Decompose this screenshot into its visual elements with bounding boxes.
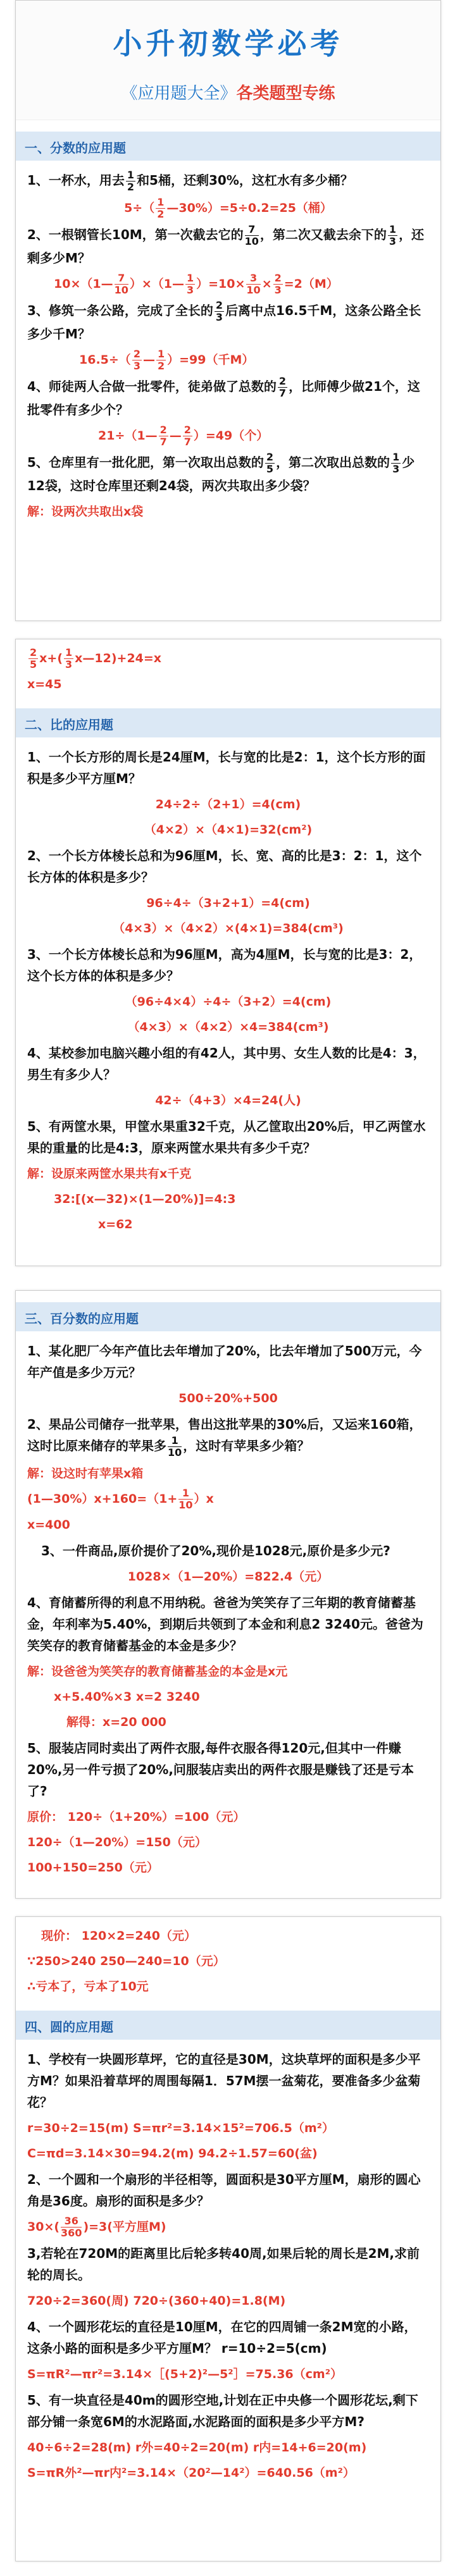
answer-5a: 40÷6÷2=28(m) r外=40÷2=20(m) r内=14+6=20(m): [27, 2441, 367, 2455]
question-5: 5、仓库里有一批化肥，第一次取出总数的 $\frac{2}{5}$ ，第二次取出总数的 $\frac{1}{3}$ 少12袋，这时仓库里还剩24袋，两次共取出多少袋？: [27, 451, 415, 493]
solution-note-2: 解：设这时有苹果x箱: [27, 1467, 144, 1481]
answer-3: 1028×（1—20%）=822.4（元）: [127, 1570, 329, 1584]
solution-note-5: 解：设两次共取出x袋: [27, 505, 144, 519]
answer-5a: 32:[(x—32)×(1—20%)]=4:3: [54, 1192, 236, 1206]
card-circle: [15, 1916, 441, 2561]
answer-1: 5÷（ $\frac{1}{2}$ —30%）=5÷0.2=25（桶）: [124, 196, 332, 220]
page-title: 小升初数学必考: [113, 27, 344, 61]
solution-note-4: 解：设爸爸为笑笑存的教育储蓄基金的本金是x元: [27, 1665, 288, 1679]
question-5: 5、有一块直径是40m的圆形空地,计划在正中央修一个圆形花坛,剩下部分铺一条宽6M的水泥路面,水泥路面的面积是多少平方M?: [27, 2393, 418, 2429]
answer-5b: S=πR外²—πr内²=3.14×（20²—14²）=640.56（m²）: [27, 2466, 355, 2480]
page-subtitle: [16, 80, 440, 104]
section-heading-fractions: 一、分数的应用题: [16, 132, 440, 161]
answer-5a: 原价： 120÷（1+20%）=100（元）: [27, 1810, 246, 1824]
question-2: 2、一个长方体棱长总和为96厘M，长、宽、高的比是3：2：1，这个长方体的体积是多少？: [27, 848, 422, 885]
section-heading-percent: 三、百分数的应用题: [16, 1302, 440, 1331]
question-5: 5、服装店同时卖出了两件衣服,每件衣服各得120元,但其中一件赚20%,另一件亏损了20%,问服装店卖出的两件衣服是赚钱了还是亏本了?: [27, 1741, 414, 1799]
answer-3: 720÷2=360(周) 720÷(360+40)=1.8(M): [27, 2294, 286, 2308]
question-3: 3,若轮在720M的距离里比后轮多转40周,如果后轮的周长是2M,求前轮的周长。: [27, 2246, 420, 2283]
question-4: 4、育储蓄所得的利息不用纳税。爸爸为笑笑存了三年期的教育储蓄基金，年利率为5.40%，到期后共领到了本金和利息2 3240元。爸爸为笑笑存的教育储蓄基金的本金是多少？: [27, 1595, 423, 1653]
answer-5c: 100+150=250（元）: [27, 1861, 159, 1875]
price-line-1: 现价： 120×2=240（元）: [41, 1929, 196, 1943]
card-ratio: [15, 639, 441, 1266]
question-2: 2、果品公司储存一批苹果，售出这批苹果的30%后，又运来160箱，这时比原来储存的苹果多 $\frac{1}{10}$ ，这时有苹果多少箱？: [27, 1417, 422, 1458]
answer-1b: C=πd=3.14×30=94.2(m) 94.2÷1.57=60(盆): [27, 2147, 318, 2160]
question-3: 3、修筑一条公路，完成了全长的 $\frac{2}{3}$ 后离中点16.5千M，这条公路全长多少千M？: [27, 299, 421, 342]
answer-2c: x=400: [27, 1518, 70, 1532]
question-4: 4、某校参加电脑兴趣小组的有42人，其中男、女生人数的比是4：3，男生有多少人？: [27, 1045, 426, 1082]
price-line-2: ∵250>240 250—240=10（元）: [27, 1954, 225, 1968]
answer-1: 500÷20%+500: [178, 1391, 278, 1405]
answer-2: 30×( $\frac{36}{360}$ )=3(平方厘M): [27, 2215, 166, 2239]
question-1: 1、一杯水，用去 $\frac{1}{2}$ 和5桶，还剩30%，这杠水有多少桶？: [27, 169, 353, 193]
equation-continued: $\frac{2}{5}$ x+( $\frac{1}{3}$ x—12)+24=x: [30, 646, 162, 670]
section-heading-ratio: 二、比的应用题: [16, 708, 440, 737]
question-1: 1、某化肥厂今年产值比去年增加了20%，比去年增加了500万元，今年产值是多少万元？: [27, 1343, 422, 1380]
answer-5b: x=62: [98, 1217, 133, 1231]
card-fractions: [15, 0, 441, 621]
question-1: 1、学校有一块圆形草坪，它的直径是30M，这块草坪的面积是多少平方M？如果沿着草坪的周围每隔1．57M摆一盆菊花，要准备多少盆菊花？: [27, 2052, 421, 2110]
question-2: 2、一根钢管长10M，第一次截去它的 $\frac{7}{10}$ ，第二次又截去余下的 $\frac{1}{3}$ ，还剩多少M？: [27, 223, 425, 266]
question-5: 5、有两筐水果，甲筐水果重32千克，从乙筐取出20%后，甲乙两筐水果的重量的比是4:3，原来两筐水果共有多少千克？: [27, 1119, 426, 1156]
solution-note-5: 解：设原来两筐水果共有x千克: [27, 1167, 192, 1181]
question-4: 4、一个圆形花坛的直径是10厘M，在它的四周铺一条2M宽的小路，这条小路的面积是多少平方厘M？ r=10÷2=5(cm): [27, 2319, 417, 2356]
card-percent: [15, 1290, 441, 1899]
question-4: 4、师徒两人合做一批零件，徒弟做了总数的 $\frac{2}{7}$ ，比师傅少做21个，这批零件有多少个？: [27, 375, 420, 417]
price-line-3: ∴亏本了，亏本了10元: [27, 1980, 149, 1994]
answer-5b: 120÷（1—20%）=150（元）: [27, 1835, 207, 1849]
answer-3: 16.5÷（ $\frac{2}{3}$ — $\frac{1}{2}$ ）=99（千M）: [79, 348, 254, 372]
answer-4: 21÷（1— $\frac{2}{7}$ — $\frac{2}{7}$ ）=49（个）: [98, 424, 269, 448]
header: [16, 1, 440, 120]
equation-result: x=45: [27, 677, 62, 691]
answer-4b: 解得：x=20 000: [66, 1715, 166, 1729]
subtitle-right: 各类题型专练: [236, 84, 335, 103]
answer-2a: 96÷4÷（3+2+1）=4(cm): [146, 896, 310, 910]
answer-2: 10×（1— $\frac{7}{10}$ ）×（1— $\frac{1}{3}$ ）=10× $\frac{3}{10}$ × $\frac{2}{3}$ =2（M）: [54, 272, 339, 296]
question-1: 1、一个长方形的周长是24厘M，长与宽的比是2：1，这个长方形的面积是多少平方厘M？: [27, 749, 426, 786]
answer-2: (1—30%）x+160=（1+ $\frac{1}{10}$ ）x: [27, 1487, 214, 1511]
answer-2b: （4×3）×（4×2）×(4×1)=384(cm³): [113, 921, 344, 935]
answer-3b: （4×3）×（4×2）×4=384(cm³): [127, 1020, 329, 1034]
question-3: 3、一个长方体棱长总和为96厘M，高为4厘M，长与宽的比是3：2，这个长方体的体积是多少？: [27, 947, 422, 983]
answer-3a: （96÷4×4）÷4÷（3+2）=4(cm): [125, 995, 332, 1009]
answer-4a: x+5.40%×3 x=2 3240: [54, 1690, 200, 1704]
question-2: 2、一个圆和一个扇形的半径相等，圆面积是30平方厘M，扇形的圆心角是36度。扇形的面积是多少？: [27, 2172, 421, 2209]
answer-4: 42÷（4+3）×4=24(人): [155, 1094, 301, 1107]
subtitle-left: 《应用题大全》: [121, 84, 237, 103]
answer-1a: 24÷2÷（2+1）=4(cm): [155, 798, 301, 811]
question-3: 3、一件商品,原价提价了20%,现价是1028元,原价是多少元?: [41, 1543, 390, 1558]
answer-4: S=πR²—πr²=3.14×［(5+2)²—5²］=75.36（cm²）: [27, 2367, 343, 2381]
section-heading-circle: 四、圆的应用题: [16, 2011, 440, 2040]
answer-1b: （4×2）×（4×1)=32(cm²): [144, 823, 313, 837]
answer-1a: r=30÷2=15(m) S=πr²=3.14×15²=706.5（m²）: [27, 2121, 334, 2135]
